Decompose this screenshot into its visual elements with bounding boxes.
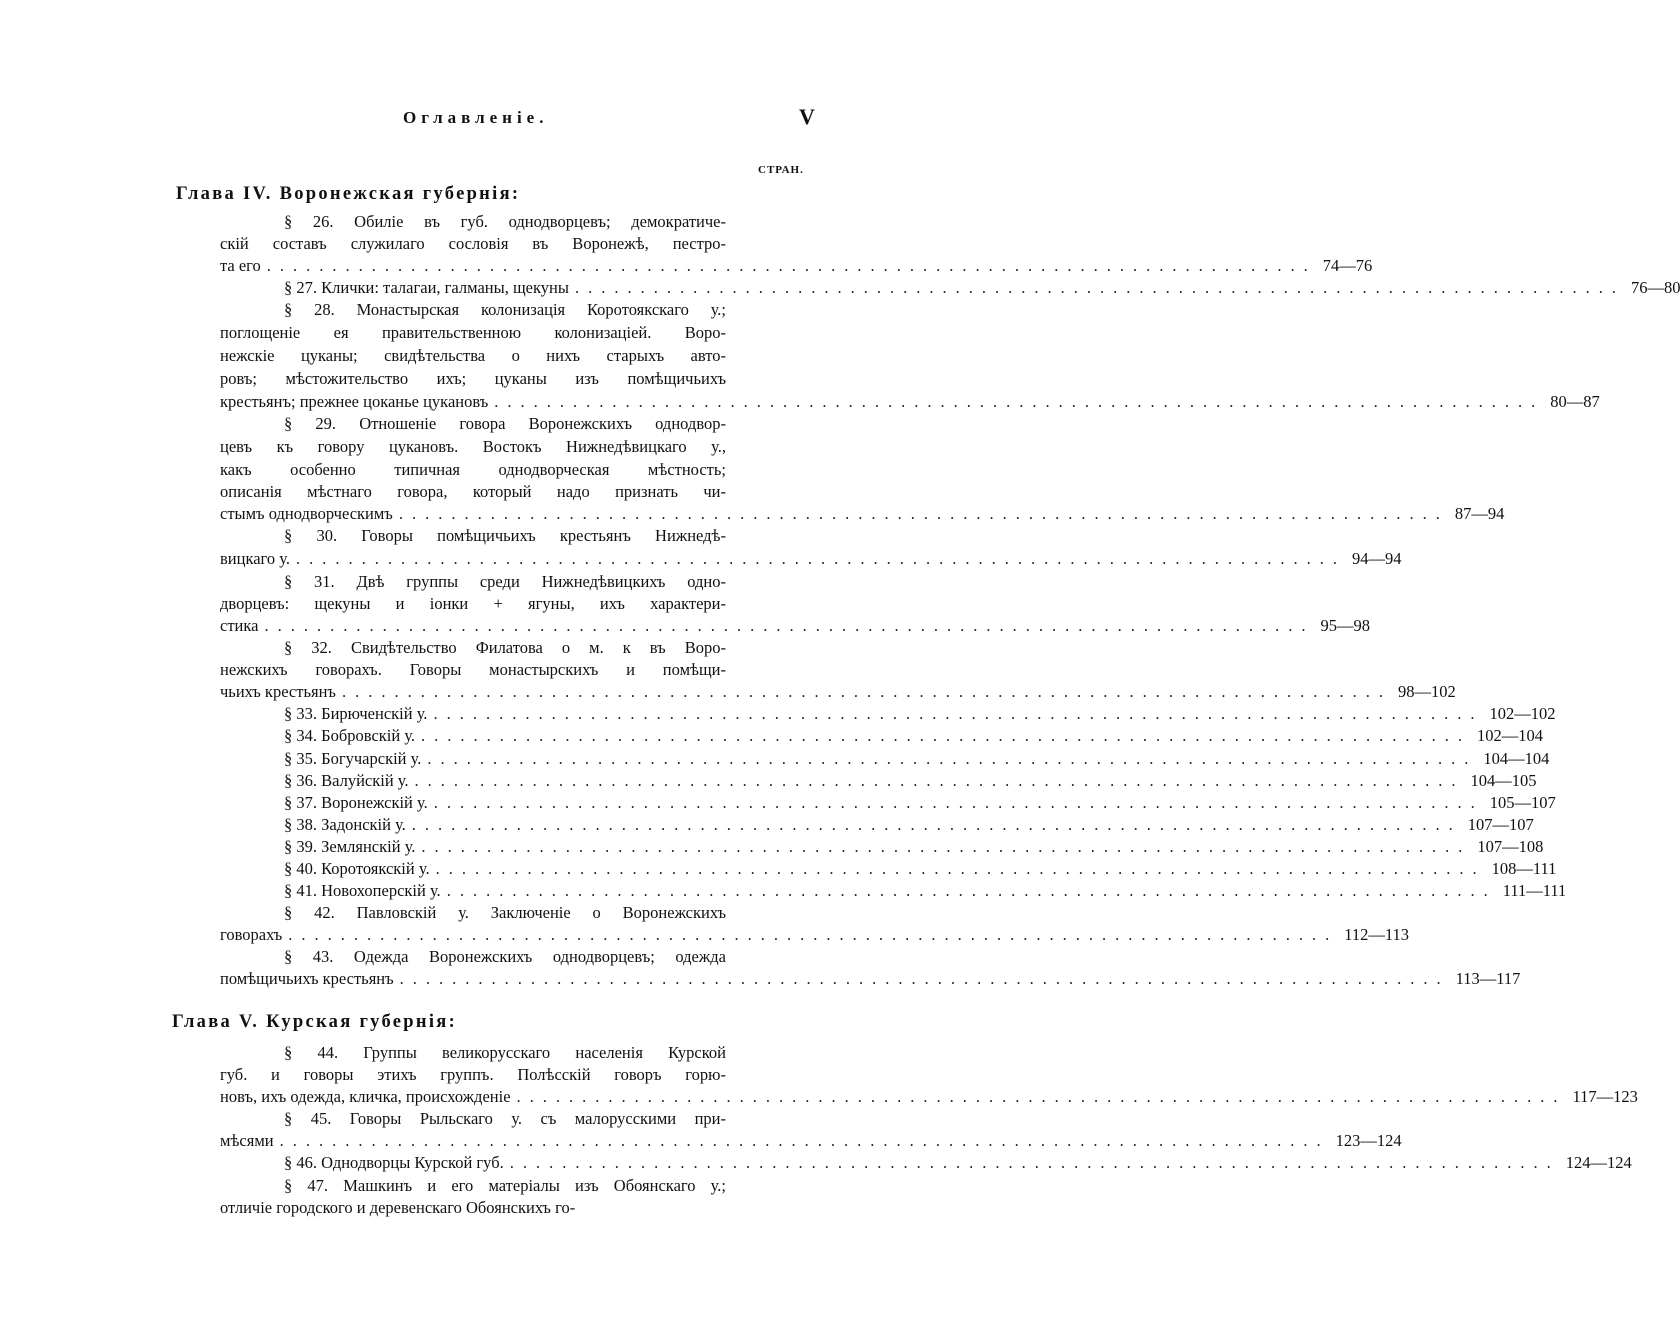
dot-leader: ................................................................................ — [421, 726, 1472, 745]
dot-leader: ................................................................................ — [516, 1087, 1567, 1106]
entry-text: новъ, ихъ одежда, кличка, происхожденіе — [220, 1087, 511, 1106]
toc-entry-line — [284, 792, 1556, 814]
toc-entry-line: § 30. Говоры помѣщичьихъ крестьянъ Нижнедѣ- — [284, 526, 726, 545]
toc-entry-line: скій составъ служилаго сословія въ Воронежѣ, пестро- — [220, 234, 726, 253]
entry-text: мѣсями — [220, 1131, 274, 1150]
page-range: 102—104 — [1477, 726, 1544, 745]
toc-entry-line — [284, 880, 1567, 902]
page-range: 74—76 — [1322, 256, 1373, 275]
chapter-heading: Глава IV. Воронежская губернія: — [176, 184, 521, 204]
dot-leader: ................................................................................ — [398, 504, 1449, 523]
page-range: 108—111 — [1491, 859, 1557, 878]
entry-text: § 36. Валуйскій у. — [284, 771, 409, 790]
page-range: 113—117 — [1455, 969, 1521, 988]
page-range: 76—80 — [1630, 278, 1680, 297]
page-range: 107—108 — [1477, 837, 1544, 856]
dot-leader: ................................................................................ — [494, 392, 1545, 411]
toc-entry-line — [220, 968, 1521, 990]
entry-text: § 46. Однодворцы Курской губ. — [284, 1153, 504, 1172]
entry-text: § 35. Богучарскій у. — [284, 749, 422, 768]
dot-leader: ................................................................................ — [296, 549, 1346, 568]
entry-text: § 39. Землянскій у. — [284, 837, 416, 856]
toc-entry-line: § 32. Свидѣтельство Филатова о м. к въ Воро- — [284, 638, 726, 657]
page-range: 104—105 — [1470, 771, 1537, 790]
entry-text: говорахъ — [220, 925, 283, 944]
dot-leader: ................................................................................ — [435, 859, 1486, 878]
toc-entry-line — [284, 703, 1556, 725]
toc-entry-line — [220, 1130, 1402, 1152]
toc-entry-line — [284, 858, 1557, 880]
dot-leader: ................................................................................ — [341, 682, 1392, 701]
toc-entry-line — [220, 255, 1373, 277]
entry-text: вицкаго у. — [220, 549, 290, 568]
toc-entry-line — [220, 924, 1410, 946]
page-range: 98—102 — [1397, 682, 1456, 701]
toc-entry-line: § 31. Двѣ группы среди Нижнедѣвицкихъ одно- — [284, 572, 726, 591]
page-range: 117—123 — [1572, 1087, 1638, 1106]
toc-entry-line: губ. и говоры этихъ группъ. Полѣсскій говоръ горю- — [220, 1065, 726, 1084]
toc-entry-line — [284, 748, 1550, 770]
toc-entry-line: поглощеніе ея правительственною колонизаціей. Воро- — [220, 323, 726, 342]
page-range: 112—113 — [1344, 925, 1410, 944]
entry-text: § 40. Коротоякскій у. — [284, 859, 430, 878]
toc-entry-line — [220, 681, 1456, 703]
pages-column-header: СТРАН. — [758, 164, 804, 176]
toc-entry-line: § 26. Обиліе въ губ. однодворцевъ; демократиче- — [284, 212, 726, 231]
toc-entry-line: § 29. Отношеніе говора Воронежскихъ однодвор- — [284, 414, 726, 433]
entry-text: та его — [220, 256, 261, 275]
toc-entry-line: дворцевъ: щекуны и іонки + ягуны, ихъ характери- — [220, 594, 726, 613]
page-range: 107—107 — [1467, 815, 1534, 834]
page-range: 80—87 — [1550, 392, 1600, 411]
entry-text: § 41. Новохоперскій у. — [284, 881, 441, 900]
page-range: 94—94 — [1352, 549, 1402, 568]
toc-entry-line: § 42. Павловскій у. Заключеніе о Воронежскихъ — [284, 903, 726, 922]
toc-entry-line: § 44. Группы великорусскаго населенія Курской — [284, 1043, 726, 1062]
page-range: 124—124 — [1565, 1153, 1632, 1172]
toc-entry-line: § 28. Монастырская колонизація Коротоякскаго у.; — [284, 300, 726, 319]
toc-entry-line: какъ особенно типичная однодворческая мѣстность; — [220, 460, 726, 479]
toc-entry-line — [284, 725, 1544, 747]
dot-leader: ................................................................................ — [574, 278, 1625, 297]
entry-text: чьихъ крестьянъ — [220, 682, 336, 701]
dot-leader: ................................................................................ — [264, 616, 1315, 635]
page-range: 123—124 — [1335, 1131, 1402, 1150]
entry-text: § 38. Задонскій у. — [284, 815, 406, 834]
page-range: 87—94 — [1454, 504, 1505, 523]
toc-entry-line — [284, 277, 1680, 299]
toc-entry-line: нежскихъ говорахъ. Говоры монастырскихъ и помѣщи- — [220, 660, 726, 679]
dot-leader: ................................................................................ — [266, 256, 1317, 275]
toc-entry-line — [220, 615, 1370, 637]
page-range: 104—104 — [1483, 749, 1550, 768]
toc-entry-line: нежскіе цуканы; свидѣтельства о нихъ старыхъ авто- — [220, 346, 726, 365]
toc-entry-line: ровъ; мѣстожительство ихъ; цуканы изъ помѣщичьихъ — [220, 369, 726, 388]
dot-leader: ................................................................................ — [421, 837, 1472, 856]
entry-text: § 27. Клички: талагаи, галманы, щекуны — [284, 278, 569, 297]
toc-entry-line: отличіе городского и деревенскаго Обоянскихъ го- — [220, 1198, 576, 1217]
entry-text: § 34. Бобровскій у. — [284, 726, 416, 745]
toc-entry-line — [220, 548, 1402, 570]
toc-entry-line — [284, 770, 1537, 792]
toc-entry-line — [284, 1152, 1632, 1174]
page-header-title: Оглавленіе. — [403, 108, 549, 127]
dot-leader: ................................................................................ — [427, 749, 1478, 768]
toc-entry-line — [220, 503, 1505, 525]
dot-leader: ................................................................................ — [411, 815, 1462, 834]
toc-entry-line: § 47. Машкинъ и его матеріалы изъ Обоянскаго у.; — [284, 1176, 726, 1195]
toc-entry-line — [284, 836, 1544, 858]
dot-leader: ................................................................................ — [399, 969, 1450, 988]
toc-entry-line — [284, 814, 1534, 836]
dot-leader: ................................................................................ — [446, 881, 1497, 900]
dot-leader: ................................................................................ — [433, 704, 1484, 723]
dot-leader: ................................................................................ — [288, 925, 1339, 944]
page-number: V — [799, 104, 815, 129]
dot-leader: ................................................................................ — [279, 1131, 1330, 1150]
dot-leader: ................................................................................ — [433, 793, 1484, 812]
entry-text: § 33. Бирюченскій у. — [284, 704, 428, 723]
entry-text: стика — [220, 616, 259, 635]
toc-entry-line: § 43. Одежда Воронежскихъ однодворцевъ; одежда — [284, 947, 726, 966]
entry-text: § 37. Воронежскій у. — [284, 793, 428, 812]
toc-entry-line — [220, 1086, 1638, 1108]
dot-leader: ................................................................................ — [414, 771, 1465, 790]
toc-entry-line: описанія мѣстнаго говора, который надо признать чи- — [220, 482, 726, 501]
entry-text: стымъ однодворческимъ — [220, 504, 393, 523]
toc-entry-line: § 45. Говоры Рыльскаго у. съ малорусскими при- — [284, 1109, 726, 1128]
toc-entry-line: цевъ къ говору цукановъ. Востокъ Нижнедѣвицкаго у., — [220, 437, 726, 456]
chapter-heading: Глава V. Курская губернія: — [172, 1012, 458, 1032]
toc-entry-line — [220, 391, 1600, 413]
page-range: 111—111 — [1502, 881, 1567, 900]
page-range: 105—107 — [1489, 793, 1556, 812]
entry-text: крестьянъ; прежнее цоканье цукановъ — [220, 392, 489, 411]
dot-leader: ................................................................................ — [509, 1153, 1560, 1172]
page-range: 95—98 — [1320, 616, 1370, 635]
entry-text: помѣщичьихъ крестьянъ — [220, 969, 394, 988]
page-range: 102—102 — [1489, 704, 1556, 723]
